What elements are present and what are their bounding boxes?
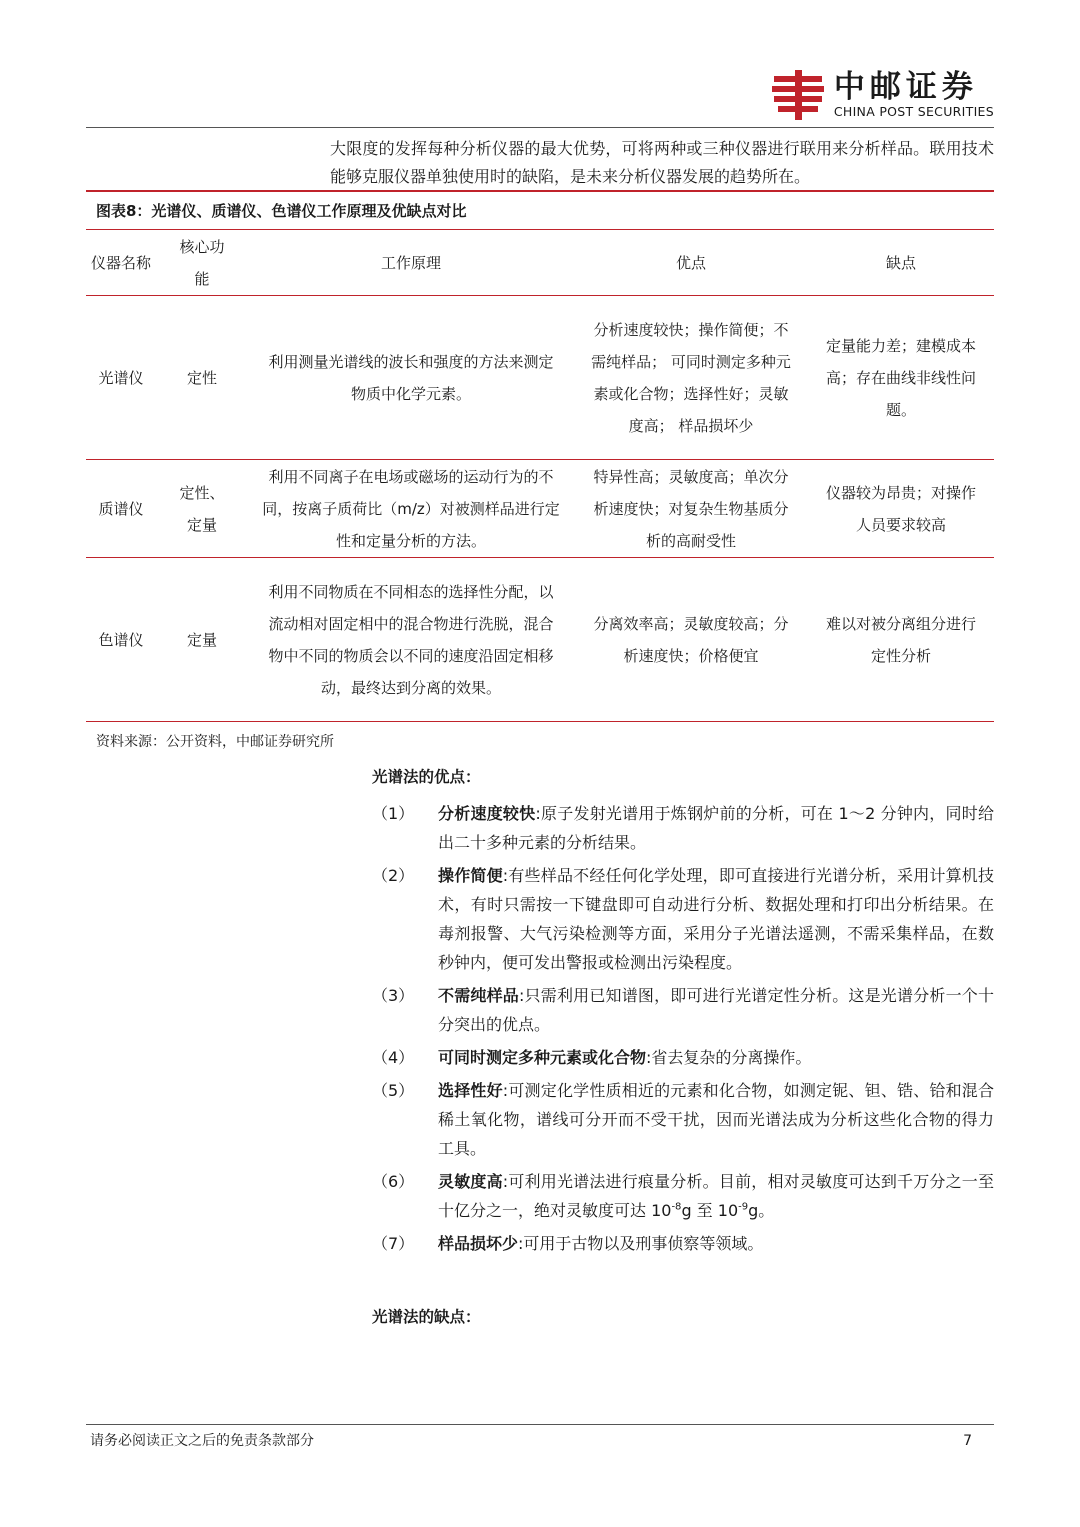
item-number: （3） [372,986,415,1005]
cell-cons: 仪器较为昂贵；对操作人员要求较高 [825,483,976,534]
item-text: :原子发射光谱用于炼钢炉前的分析，可在 1～2 分钟内，同时给出二十多种元素的分析结果。 [438,804,994,852]
company-logo [770,66,994,122]
figure-title: 图表8：光谱仪、质谱仪、色谱仪工作原理及优缺点对比 [96,202,467,220]
cell-function: 定性、定量 [179,483,225,534]
table-row [86,460,994,558]
page-number: 7 [963,1433,972,1449]
table-row [86,558,994,722]
item-heading: 分析速度较快 [438,804,536,823]
col-header-cons: 缺点 [885,253,916,272]
item-heading: 灵敏度高 [438,1172,503,1191]
header-divider [86,127,994,128]
cell-principle: 利用不同物质在不同相态的选择性分配，以流动相对固定相中的混合物进行洗脱，混合物中不同的物质会以不同的速度沿固定相移动，最终达到分离的效果。 [268,582,554,697]
item-heading: 可同时测定多种元素或化合物 [438,1048,647,1067]
cell-name: 色谱仪 [98,630,144,649]
cell-name: 质谱仪 [98,499,144,518]
intro-paragraph: 大限度的发挥每种分析仪器的最大优势，可将两种或三种仪器进行联用来分析样品。联用技术能够克服仪器单独使用时的缺陷，是未来分析仪器发展的趋势所在。 [330,139,994,186]
figure-source: 资料来源：公开资料，中邮证券研究所 [96,734,334,750]
logo-english-name: CHINA POST SECURITIES [833,103,994,119]
cell-function: 定性 [186,368,217,387]
item-text: :可测定化学性质相近的元素和化合物，如测定铌、钽、锆、铪和混合稀土氧化物，谱线可分开而不受干扰，因而光谱法成为分析这些化合物的得力工具。 [438,1081,994,1158]
item-heading: 样品损坏少 [438,1234,519,1253]
footer-disclaimer: 请务必阅读正文之后的免责条款部分 [90,1433,314,1449]
item-number: （6） [372,1172,415,1191]
cell-pros: 分离效率高；灵敏度较高；分析速度快；价格便宜 [593,614,789,665]
list-item [372,1076,994,1163]
exponent: -9 [738,1201,749,1213]
item-number: （4） [372,1048,415,1067]
item-heading: 操作简便 [438,866,503,885]
table-row [86,296,994,460]
cell-principle: 利用测量光谱线的波长和强度的方法来测定物质中化学元素。 [268,352,554,403]
item-text: :只需利用已知谱图，即可进行光谱定性分析。这是光谱分析一个十分突出的优点。 [438,986,994,1034]
item-text: :省去复杂的分离操作。 [646,1048,812,1067]
item-text: :可用于古物以及刑事侦察等领域。 [518,1234,764,1253]
list-item [372,1167,994,1225]
cell-principle: 利用不同离子在电场或磁场的运动行为的不同，按离子质荷比（m/z）对被测样品进行定性和定量分析的方法。 [262,467,560,550]
list-item [372,861,994,977]
item-number: （1） [372,804,415,823]
footer-divider [86,1424,994,1425]
item-text: :可利用光谱法进行痕量分析。目前，相对灵敏度可达到千万分之一至十亿分之一，绝对灵敏度可达 10 [438,1172,994,1220]
item-text-tail: g。 [748,1201,775,1220]
disadvantages-title: 光谱法的缺点： [372,1308,481,1326]
item-text: :有些样品不经任何化学处理，即可直接进行光谱分析，采用计算机技术，有时只需按一下键盘即可自动进行分析、数据处理和打印出分析结果。在毒剂报警、大气污染检测等方面，采用分子光谱法遥测，不需采集样品，在数秒钟内，便可发出警报或检测出污染程度。 [438,866,994,972]
item-number: （5） [372,1081,415,1100]
item-heading: 不需纯样品 [438,986,519,1005]
list-item [372,799,994,857]
cell-function: 定量 [186,630,217,649]
cell-name: 光谱仪 [98,368,144,387]
logo-chinese-name: 中邮证券 [833,68,978,105]
list-item [372,1229,994,1258]
item-number: （2） [372,866,415,885]
item-heading: 选择性好 [438,1081,503,1100]
cell-cons: 难以对被分离组分进行定性分析 [825,614,976,665]
list-item [372,1043,994,1072]
advantages-list [372,799,994,1262]
cell-pros: 特异性高；灵敏度高；单次分析速度快；对复杂生物基质分析的高耐受性 [593,467,789,550]
item-number: （7） [372,1234,415,1253]
china-post-logo-icon [770,66,826,122]
col-header-principle: 工作原理 [380,253,441,272]
exponent: -8 [671,1201,682,1213]
cell-pros: 分析速度较快；操作简便；不需纯样品； 可同时测定多种元素或化合物；选择性好；灵敏度高； 样品损坏少 [591,320,791,435]
table-header-row [86,230,994,296]
comparison-table [86,229,994,722]
col-header-pros: 优点 [675,253,706,272]
cell-cons: 定量能力差；建模成本高；存在曲线非线性问题。 [825,336,976,419]
list-item [372,981,994,1039]
col-header-name: 仪器名称 [90,253,151,272]
advantages-title: 光谱法的优点： [372,768,481,786]
item-text-mid: g 至 10 [681,1201,739,1220]
col-header-function: 核心功能 [179,237,225,288]
figure-top-rule [86,190,994,192]
